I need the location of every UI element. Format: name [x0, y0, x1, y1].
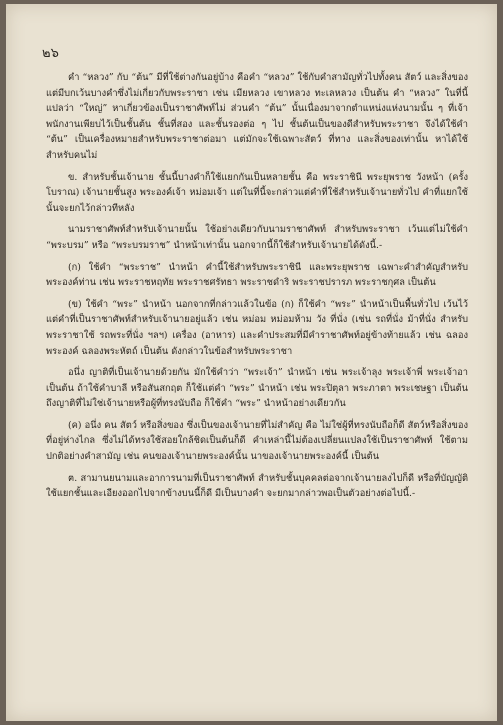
paragraph-section-kho: ข. สำหรับชั้นเจ้านาย ชั้นนี้บางคำก็ใช้แยกกันเป็นหลายชั้น คือ พระราชินี พระยุพราช วังหน้า (ครั้งโบราณ) เจ้านายชั้นสูง พระองค์เจ้า หม่อมเจ้า แต่ในที่นี้จะกล่าวแต่คำที่ใช้สำหรับเจ้านายทั่วไป คำที่แยกใช้นั้นจะยกไว้กล่าวทีหลัง: [46, 171, 468, 214]
page-number: ๒๖: [42, 46, 59, 61]
paragraph-item-kho-khwai: (ค) อนึ่ง คน สัตว์ หรือสิ่งของ ซึ่งเป็นของเจ้านายที่ไม่สำคัญ คือ ไม่ใช่ผู้ที่ทรงนับถือก็ดี สัตว์หรือสิ่งของที่อยู่ห่างไกล ซึ่งไม่ได้ทรงใช้สอยใกล้ชิดเป็นต้นก็ดี คำเหล่านี้ไม่ต้องเปลี่ยนแปลงใช้เป็นราชาศัพท์ ใช้ตามปกติอย่างคำสามัญ เช่น คนของเจ้านายพระองค์นั้น นาของเจ้านายพระองค์นี้ เป็นต้น: [46, 419, 468, 463]
paragraph-section-kho-khon: ฅ. สามานยนามและอาการนามที่เป็นราชาศัพท์ สำหรับชั้นบุคคลต่อจากเจ้านายลงไปก็ดี หรือที่บัญญัติใช้แยกชั้นและเอียงออกไปจากข้างบนนี้ก็ดี มีเป็นบางคำ จะยกมากล่าวพอเป็นตัวอย่างต่อไปนี้.-: [46, 472, 468, 500]
paragraph-item-kho: (ข) ใช้คำ “พระ” นำหน้า นอกจากที่กล่าวแล้วในข้อ (ก) ก็ใช้คำ “พระ” นำหน้าเป็นพื้นทั่วไป เว้นไว้แต่คำที่เป็นราชาศัพท์สำหรับเจ้านายอยู่แล้ว เช่น หม่อม หม่อมห้าม วัง ที่นั่ง (เช่น รถที่นั่ง ม้าที่นั่ง สำหรับพระราชาใช้ รถพระที่นั่ง ฯลฯ) เครื่อง (อาหาร) และคำประสมที่มีคำราชาศัพท์อยู่ข้างท้ายแล้ว เช่น ฉลองพระองค์ ฉลองพระหัตถ์ เป็นต้น ดังกล่าวในข้อสำหรับพระราชา: [46, 298, 468, 357]
page-body: [46, 70, 468, 508]
paragraph-item-ko: (ก) ใช้คำ “พระราช” นำหน้า คำนี้ใช้สำหรับพระราชินี และพระยุพราช เฉพาะคำสำคัญสำหรับพระองค์ท่าน เช่น พระราชหฤทัย พระราชศรัทธา พระราชดำริ พระราชปรารภ พระราชกุศล เป็นต้น: [46, 261, 468, 289]
paragraph-royal-nouns: นามราชาศัพท์สำหรับเจ้านายนั้น ใช้อย่างเดียวกับนามราชาศัพท์ สำหรับพระราชา เว้นแต่ไม่ใช้คำ “พระบรม” หรือ “พระบรมราช” นำหน้าเท่านั้น นอกจากนี้ก็ใช้สำหรับเจ้านายได้ดังนี้.-: [46, 224, 468, 251]
document-page: [6, 4, 497, 721]
paragraph-luang-ton: คำ “หลวง” กับ “ต้น” มีที่ใช้ต่างกันอยู่บ้าง คือคำ “หลวง” ใช้กับคำสามัญทั่วไปทั้งคน สัตว์ และสิ่งของ แต่มีบกเว้นบางคำซึ่งไม่เกี่ยวกับพระราชา เช่น เมียหลวง เขาหลวง ทะเลหลวง เป็นต้น คำ “หลวง” ในที่นี้แปลว่า “ใหญ่” หาเกี่ยวข้องเป็นราชาศัพท์ไม่ ส่วนคำ “ต้น” นั้นเนื่องมาจากตำแหน่งแห่งนามนั้น ๆ ที่เจ้าพนักงานเพียบไว้เป็นชั้นต้น ชั้นที่สอง และชั้นรองต่อ ๆ ไป ชั้นต้นเป็นของดีสำหรับพระราชา จึงได้ใช้คำ “ต้น” เป็นเครื่องหมายสำหรับพระราชาต่อมา แต่มักจะใช้เฉพาะสัตว์ ที่ทาง และสิ่งของเท่านั้น หาได้ใช้สำหรับคนไม่: [46, 72, 468, 161]
paragraph-relatives: อนึ่ง ญาติที่เป็นเจ้านายด้วยกัน มักใช้คำว่า “พระเจ้า” นำหน้า เช่น พระเจ้าลุง พระเจ้าพี่ พระเจ้าอา เป็นต้น ถ้าใช้คำบาลี หรือสันสกฤต ก็ใช้แต่คำ “พระ” นำหน้า เช่น พระปิตุลา พระภาตา พระเชษฐา เป็นต้น ถึงญาติที่ไม่ใช่เจ้านายหรือผู้ที่ทรงนับถือ ก็ใช้คำ “พระ” นำหน้าอย่างเดียวกัน: [46, 367, 468, 410]
